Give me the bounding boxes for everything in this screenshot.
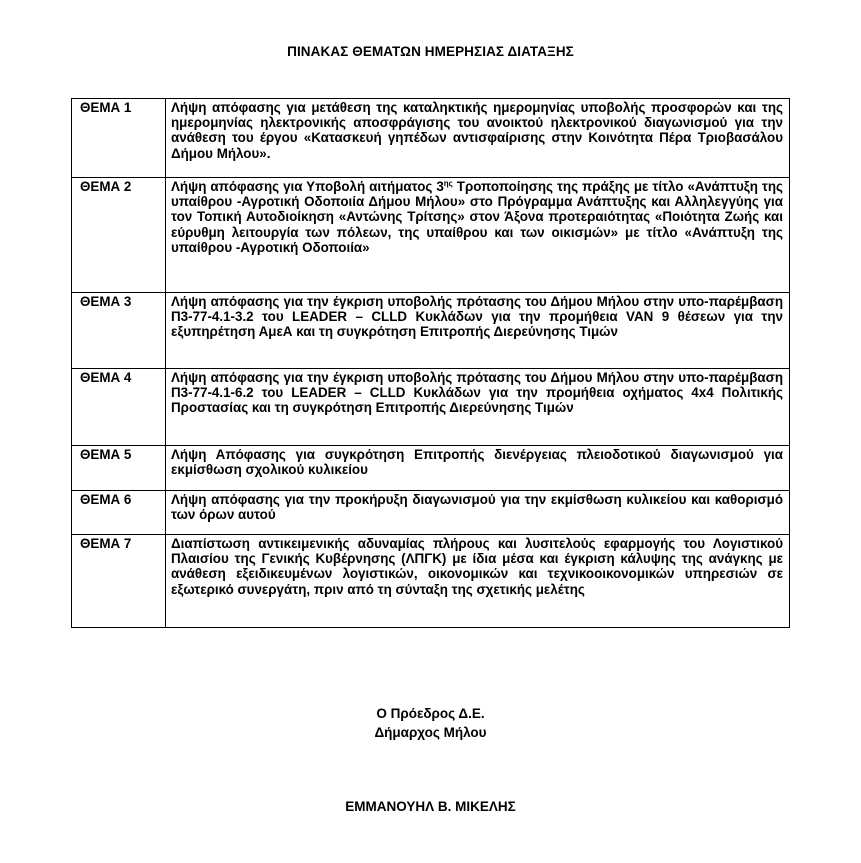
ordinal-superscript: ης: [443, 179, 453, 188]
agenda-item-number: ΘΕΜΑ 2: [72, 178, 166, 293]
agenda-item-text: Λήψη απόφασης για μετάθεση της καταληκτικής ημερομηνίας υποβολής προσφορών και της ημερομηνίας ηλεκτρονικής αποσφράγισης του ανοικτού ηλεκτρονικού διαγωνισμού για την ανάθεση του έργου «Κατασκευή γηπέδων αντισφαίρισης στην Κοινότητα Πέρα Τριοβασάλου Δήμου Μήλου».: [166, 99, 790, 178]
signature-name: ΕΜΜΑΝΟΥΗΛ Β. ΜΙΚΕΛΗΣ: [345, 799, 516, 814]
agenda-item-text: [166, 178, 790, 293]
agenda-row: [72, 491, 790, 535]
agenda-table: [71, 98, 790, 628]
agenda-item-text: Λήψη απόφασης για την προκήρυξη διαγωνισμού για την εκμίσθωση κυλικείου και καθορισμό των όρων αυτού: [166, 491, 790, 535]
agenda-row: [72, 99, 790, 178]
signature-role-mayor: Δήμαρχος Μήλου: [374, 725, 487, 740]
signature-role-chair: Ο Πρόεδρος Δ.Ε.: [376, 706, 485, 721]
agenda-item-text-start: Λήψη απόφασης για Υποβολή αιτήματος 3: [171, 179, 444, 194]
agenda-row: [72, 178, 790, 293]
agenda-row: [72, 293, 790, 369]
agenda-row: [72, 369, 790, 446]
agenda-item-number: ΘΕΜΑ 3: [72, 293, 166, 369]
agenda-item-number: ΘΕΜΑ 5: [72, 446, 166, 491]
agenda-item-number: ΘΕΜΑ 1: [72, 99, 166, 178]
agenda-item-text: Διαπίστωση αντικειμενικής αδυναμίας πλήρους και λυσιτελούς εφαρμογής του Λογιστικού Πλαισίου της Γενικής Κυβέρνησης (ΛΠΓΚ) με ίδια μέσα και έγκριση κάλυψης της ανάγκης με ανάθεση εξειδικευμένων λογιστικών, οικονομικών και τεχνικοοικονομικών υπηρεσιών σε εξωτερικό συνεργάτη, πριν από τη σύνταξη της σχετικής μελέτης: [166, 535, 790, 628]
document-title: ΠΙΝΑΚΑΣ ΘΕΜΑΤΩΝ ΗΜΕΡΗΣΙΑΣ ΔΙΑΤΑΞΗΣ: [287, 44, 574, 59]
agenda-item-text: Λήψη απόφασης για την έγκριση υποβολής πρότασης του Δήμου Μήλου στην υπο-παρέμβαση Π3-77-4.1-3.2 του LEADER – CLLD Κυκλάδων για την προμήθεια VAN 9 θέσεων για την εξυπηρέτηση ΑμεΑ και τη συγκρότηση Επιτροπής Διερεύνησης Τιμών: [166, 293, 790, 369]
agenda-item-number: ΘΕΜΑ 7: [72, 535, 166, 628]
agenda-item-number: ΘΕΜΑ 6: [72, 491, 166, 535]
agenda-item-number: ΘΕΜΑ 4: [72, 369, 166, 446]
agenda-item-text: Λήψη απόφασης για την έγκριση υποβολής πρότασης του Δήμου Μήλου στην υπο-παρέμβαση Π3-77-4.1-6.2 του LEADER – CLLD Κυκλάδων για την προμήθεια οχήματος 4x4 Πολιτικής Προστασίας και τη συγκρότηση Επιτροπής Διερεύνησης Τιμών: [166, 369, 790, 446]
agenda-item-text-end: Τροποποίησης της πράξης με τίτλο «Ανάπτυξη της υπαίθρου -Αγροτική Οδοποιία Δήμου Μήλου» στο Πρόγραμμα Ανάπτυξης και Αλληλεγγύης για τον Τοπική Αυτοδιοίκηση «Αντώνης Τρίτσης» στον Άξονα προτεραιότητας «Ποιότητα Ζωής και εύρυθμη λειτουργία των πόλεων, της υπαίθρου και των οικισμών» με τίτλο «Ανάπτυξη της υπαίθρου -Αγροτική Οδοποιία»: [171, 179, 783, 255]
agenda-item-text: Λήψη Απόφασης για συγκρότηση Επιτροπής διενέργειας πλειοδοτικού διαγωνισμού για εκμίσθωση σχολικού κυλικείου: [166, 446, 790, 491]
agenda-row: [72, 446, 790, 491]
agenda-row: [72, 535, 790, 628]
